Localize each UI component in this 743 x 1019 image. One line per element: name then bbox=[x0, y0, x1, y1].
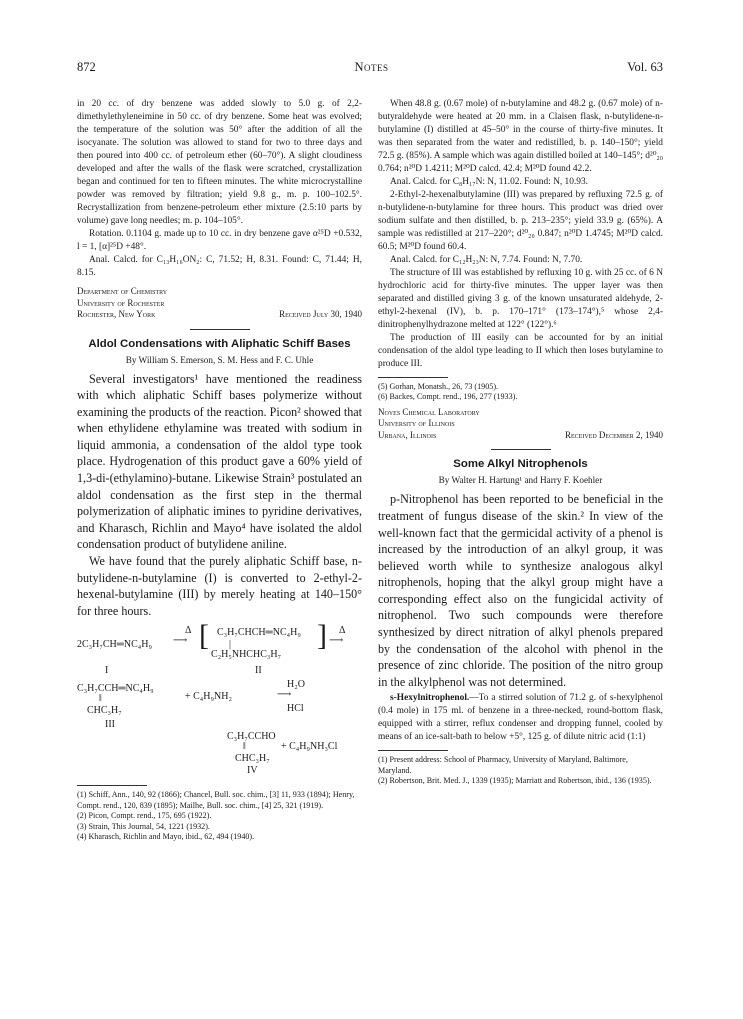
bracket: ] bbox=[317, 619, 327, 653]
label-II: II bbox=[255, 665, 262, 677]
reagent-hcl: HCl bbox=[287, 703, 304, 715]
footnote: (5) Gorhan, Monatsh., 26, 73 (1905). bbox=[378, 382, 499, 391]
byproduct: + C₄H₉NH₂ bbox=[185, 691, 232, 703]
arrow: ⟶ bbox=[329, 635, 344, 647]
footnote: (6) Backes, Compt. rend., 196, 277 (1933). bbox=[378, 392, 518, 402]
divider bbox=[190, 329, 250, 330]
arrow: ⟶ bbox=[173, 635, 188, 647]
paragraph: When 48.8 g. (0.67 mole) of n-butylamine and 48.2 g. (0.67 mole) of n-butyraldehyde were heated at 20 mm. in a Claisen flask, n-butylidene-n-butylamine (I) distilled at 45–50° in the course of thirty-five minutes. It was then separated from the water and redistilled, b. p. 140–150°; yield 72.5 g. (85%). A sample which was again distilled boiled at 140–145°; d²⁰₂₀ 0.764; n²⁰D 1.4211; M²⁰D calcd. 42.4; M²⁰D found 42.2. bbox=[378, 99, 663, 174]
reactant-I: 2C₃H₇CH═NC₄H₉ bbox=[77, 639, 152, 651]
experimental-paragraph bbox=[378, 692, 663, 744]
product-III: C₃H₇CCH═NC₄H₉ bbox=[77, 683, 154, 695]
footnote: (4) Kharasch, Richlin and Mayo, ibid., 62, 494 (1940). bbox=[77, 832, 255, 842]
footnote: (2) Robertson, Brit. Med. J., 1339 (1935); Marriatt and Robertson, ibid., 136 (1935). bbox=[378, 776, 652, 786]
footnote-rule bbox=[77, 785, 147, 786]
received-date: Received July 30, 1940 bbox=[279, 309, 362, 319]
heat-symbol: Δ bbox=[185, 625, 192, 637]
product-III-substituent: CHC₃H₇ bbox=[87, 705, 122, 717]
affiliation: Rochester, New York bbox=[77, 309, 156, 319]
author-line: By William S. Emerson, S. M. Hess and F. C. Uhle bbox=[125, 354, 314, 365]
heat-symbol: Δ bbox=[339, 625, 346, 637]
label-I: I bbox=[105, 665, 109, 677]
rotation-paragraph: Rotation. 0.1104 g. made up to 10 cc. in dry benzene gave α²⁵D +0.532, l = 1, [α]²⁵D +48°. bbox=[77, 229, 362, 252]
analysis-paragraph: Anal. Calcd. for C₁₂H₂₃N: N, 7.74. Found: N, 7.70. bbox=[390, 255, 583, 265]
paragraph: The structure of III was established by refluxing 10 g. with 25 cc. of 6 N hydrochloric acid for thirty-five minutes. The upper layer was then separated and distilled giving 3 g. of the known unsaturated aldehyde, 2-ethyl-2-hexenal (IV), b. p. 170–171° (173–174°),⁵ whose 2,4-dinitrophenylhydrazone melted at 122° (122°).⁶ bbox=[378, 268, 663, 330]
paragraph: in 20 cc. of dry benzene was added slowly to 5.0 g. of 2,2-dimethylethyleneimine in 50 cc. of dry benzene. Some heat was evolved; the temperature of the solution was 50° after the addition of all the isocyanate. The solution was allowed to stand for two to three days and then poured into 400 cc. of petroleum ether (60–70°). A slight cloudiness developed and after the walls of the flask were scratched, crystallization began and continued for ten to fifteen minutes. The white microcrystalline powder was removed by filtration; yield 9.8 g., m. p. 100–102.5°. Recrystallization from benzene-petroleum ether mixture (2.5:10 parts by volume) gave long needles; m. p. 104–105°. bbox=[77, 99, 362, 226]
article-title: Some Alkyl Nitrophenols bbox=[453, 458, 588, 471]
bracket: [ bbox=[199, 619, 209, 653]
paragraph: The production of III easily can be accounted for by an initial condensation of the aldol type leading to II which then loses butylamine to produce III. bbox=[378, 333, 663, 369]
experimental-text: —To a stirred solution of 71.2 g. of s-hexylphenol (0.4 mole) in 175 ml. of benzene in a three-necked, round-bottom flask, equipped with a stirrer, reflux condenser and dropping funnel, cooled by means of an ice-salt-bath to below +5°, 125 g. of dilute nitric acid (1:1) bbox=[378, 693, 663, 743]
footnote: (1) Schiff, Ann., 140, 92 (1866); Chancel, Bull. soc. chim., [3] 11, 933 (1894); Henry, Compt. rend., 120, 839 (1895); Mailhe, Bull. soc. chim., [4] 25, 321 (1919). bbox=[77, 790, 355, 810]
body-paragraph: We have found that the purely aliphatic Schiff base, n-butylidene-n-butylamine (I) is converted to 2-ethyl-2-hexenal-butylamine (III) by merely heating at 140–150° for three hours. bbox=[77, 554, 362, 618]
label-IV: IV bbox=[247, 765, 258, 777]
affiliation: University of Rochester bbox=[77, 297, 165, 308]
subsection-heading: s-Hexylnitrophenol. bbox=[390, 693, 470, 704]
author-line: By Walter H. Hartung¹ and Harry F. Koehler bbox=[438, 475, 603, 486]
footnote-rule bbox=[378, 750, 448, 751]
analysis-paragraph: Anal. Calcd. for C₈H₁₇N: N, 11.02. Found: N, 10.93. bbox=[390, 177, 588, 187]
affiliation: Department of Chemistry bbox=[77, 286, 168, 296]
bond: | bbox=[229, 639, 232, 651]
analysis-paragraph: Anal. Calcd. for C₁₃H₁₆ON₂: C, 71.52; H, 8.31. Found: C, 71.44; H, 8.15. bbox=[77, 255, 362, 278]
received-date: Received December 2, 1940 bbox=[565, 429, 663, 440]
footnote: (3) Strain, This Journal, 54, 1221 (1932). bbox=[77, 821, 210, 831]
body-paragraph: Several investigators¹ have mentioned the readiness with which aliphatic Schiff bases polymerize without examining the products of the reaction. Picon² showed that when ethylidene ethylamine was treated with sodium in liquid ammonia, a condensation of the aldol type took place. Hydrogenation of this product gave a 60% yield of 1,3-di-(ethylamino)-butane. Likewise Strain³ postulated an aldol condensation as the first step in the thermal polymerization of aliphatic imines to pyridine derivatives, and Kharasch, Richlin and Mayo⁴ have isolated the aldol condensation product of butylidene aniline. bbox=[77, 371, 362, 552]
intermediate-bottom: C₂H₅NHCHC₃H₇ bbox=[211, 649, 282, 661]
footnote-rule bbox=[378, 377, 448, 378]
footnote: (2) Picon, Compt. rend., 175, 695 (1922). bbox=[77, 811, 212, 821]
product-IV-substituent: CHC₃H₇ bbox=[235, 753, 270, 765]
affiliation: University of Illinois bbox=[378, 418, 455, 429]
left-column bbox=[77, 98, 362, 842]
double-bond: ‖ bbox=[243, 741, 246, 753]
paragraph: 2-Ethyl-2-hexenalbutylamine (III) was prepared by refluxing 72.5 g. of n-butylidene-n-butylamine for three hours. This product was dried over sodium sulfate and then distilled, b. p. 213–235°; yield 33.9 g. (65%). A sample was redistilled at 217–220°; d²⁰₂₀ 0.847; n²⁰D 1.4745; M²⁰D calcd. 60.5; M²⁰D found 60.4. bbox=[378, 190, 663, 252]
product-IV: C₃H₇CCHO bbox=[227, 731, 276, 743]
intermediate-top: C₃H₇CHCH═NC₄H₉ bbox=[217, 627, 301, 639]
reaction-scheme bbox=[77, 619, 362, 777]
divider bbox=[491, 449, 551, 450]
affiliation: Urbana, Illinois bbox=[378, 429, 437, 440]
body-paragraph: p-Nitrophenol has been reported to be beneficial in the treatment of fungus disease of the skin.² In view of the well-known fact that the germicidal activity of a phenol is increased by the introduction of an alkyl group, it was believed worth while to synthesize analogous alkyl nitrophenols, hoping that the alkyl group might have a corresponding effect also on the fungicidal activity of nitrophenol. Two such compounds were therefore synthesized by direct nitration of alkyl phenols prepared by the condensation of the alcohol with phenol in the presence of zinc chloride. The position of the nitro group in the alkylphenol was not determined. bbox=[378, 492, 663, 689]
page-number: 872 bbox=[77, 60, 96, 74]
label-III: III bbox=[105, 719, 115, 731]
affiliation: Noyes Chemical Laboratory bbox=[378, 406, 480, 417]
footnote: (1) Present address: School of Pharmacy, University of Maryland, Baltimore, Maryland. bbox=[378, 755, 628, 775]
running-head: Notes bbox=[354, 60, 389, 74]
arrow: ⟶ bbox=[277, 689, 292, 701]
volume-label: Vol. 63 bbox=[627, 60, 663, 74]
amine-salt: + C₄H₉NH₃Cl bbox=[281, 741, 338, 753]
article-title: Aldol Condensations with Aliphatic Schiff Bases bbox=[88, 337, 351, 350]
right-column bbox=[378, 98, 663, 787]
reagent-water: H₂O bbox=[287, 679, 305, 691]
double-bond: ‖ bbox=[99, 693, 102, 705]
